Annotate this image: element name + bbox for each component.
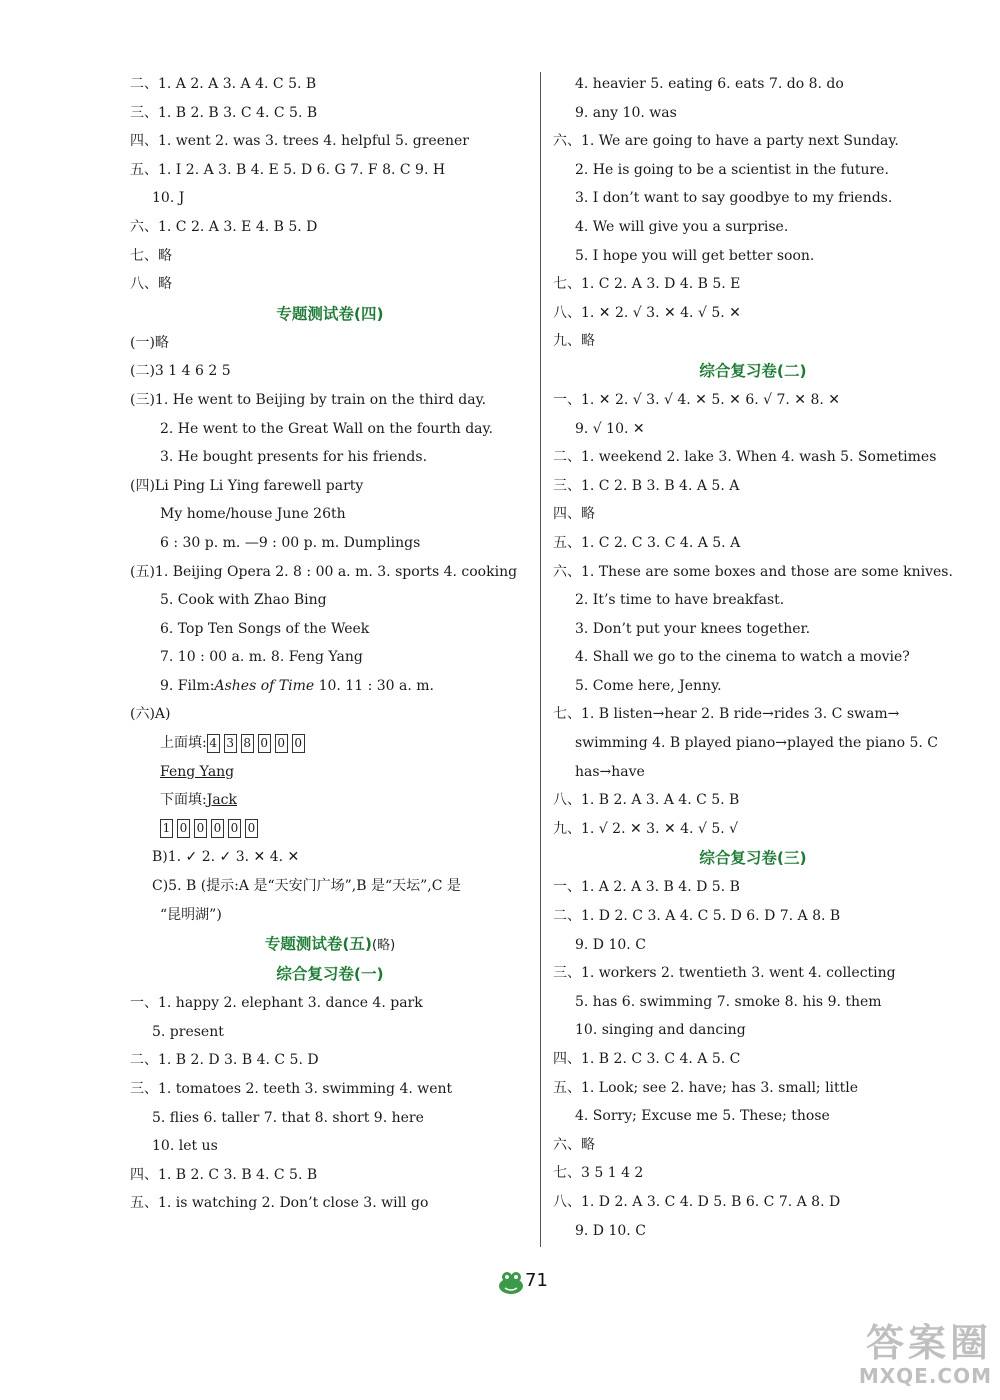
answer-line: 八、1. D 2. A 3. C 4. D 5. B 6. C 7. A 8. D: [553, 1193, 841, 1210]
answer-line: 6. Top Ten Songs of the Week: [160, 620, 370, 637]
answer-line: 10. singing and dancing: [575, 1022, 746, 1039]
answer-line: 五、1. I 2. A 3. B 4. E 5. D 6. G 7. F 8. C 9. H: [130, 161, 446, 178]
answer-line: 4. Sorry; Excuse me 5. These; those: [575, 1108, 830, 1125]
digit-box: 0: [228, 819, 241, 838]
answer-line: 七、1. C 2. A 3. D 4. B 5. E: [553, 276, 741, 293]
answer-line: My home/house June 26th: [160, 506, 346, 523]
answer-line: 一、1. A 2. A 3. B 4. D 5. B: [553, 879, 740, 896]
answer-line: has→have: [575, 763, 645, 780]
answer-line: [130, 758, 530, 787]
answer-line: 五、1. Look; see 2. have; has 3. small; little: [553, 1079, 859, 1096]
digit-boxes: [207, 729, 309, 758]
answer-line: 4. heavier 5. eating 6. eats 7. do 8. do: [575, 76, 844, 92]
answer-line: 三、1. workers 2. twentieth 3. went 4. collecting: [553, 965, 896, 982]
digit-boxes: [160, 815, 262, 844]
answer-line: 三、1. tomatoes 2. teeth 3. swimming 4. went: [130, 1081, 453, 1097]
answer-line: 四、1. B 2. C 3. B 4. C 5. B: [130, 1166, 318, 1183]
answer-line: 7. 10 : 00 a. m. 8. Feng Yang: [160, 649, 363, 666]
answer-line: 5. has 6. swimming 7. smoke 8. his 9. them: [575, 993, 882, 1010]
answer-line: 9. √ 10. ✕: [575, 420, 645, 437]
section-heading-text: 综合复习卷(二): [699, 361, 807, 380]
section-heading: [553, 356, 953, 386]
underlined-name: Feng Yang: [160, 763, 235, 780]
digit-box: 0: [211, 819, 224, 838]
page-number-footer: [495, 1262, 555, 1302]
section-heading-note: (略): [372, 938, 396, 954]
answer-line: 四、1. B 2. C 3. C 4. A 5. C: [553, 1051, 741, 1067]
answer-line: 一、1. happy 2. elephant 3. dance 4. park: [130, 995, 423, 1012]
answer-line: 三、1. B 2. B 3. C 4. C 5. B: [130, 104, 318, 121]
answer-line: 5. Come here, Jenny.: [575, 677, 722, 694]
answer-line: 八、1. ✕ 2. √ 3. ✕ 4. √ 5. ✕: [553, 304, 741, 321]
site-watermark: [807, 1322, 992, 1394]
answer-line: 九、1. √ 2. ✕ 3. ✕ 4. √ 5. √: [553, 820, 739, 837]
answer-line: 八、1. B 2. A 3. A 4. C 5. B: [553, 792, 740, 809]
column-divider: [540, 72, 541, 1247]
digit-box: 0: [245, 819, 258, 838]
digit-box: 8: [241, 734, 254, 753]
answer-line: 二、1. D 2. C 3. A 4. C 5. D 6. D 7. A 8. B: [553, 908, 841, 925]
answer-line: 3. He bought presents for his friends.: [160, 449, 428, 466]
answer-line: 四、略: [553, 506, 595, 523]
digit-box: 0: [292, 734, 305, 753]
film-title: Ashes of Time: [214, 677, 315, 694]
section-heading: [553, 843, 953, 873]
answer-line: (六)A): [130, 706, 171, 723]
answer-line: 五、1. is watching 2. Don’t close 3. will go: [130, 1195, 429, 1212]
left-column: [130, 70, 530, 1218]
answer-line: 七、3 5 1 4 2: [553, 1165, 644, 1182]
section-heading-text: 综合复习卷(一): [276, 965, 384, 984]
section-heading: [130, 959, 530, 989]
section-heading: [130, 929, 530, 959]
answer-line: [130, 815, 530, 844]
answer-line: 九、略: [553, 333, 595, 350]
digit-box: 1: [160, 819, 173, 838]
answer-line: 3. Don’t put your knees together.: [575, 620, 811, 637]
answer-line: 七、略: [130, 247, 172, 264]
digit-box: 4: [207, 734, 220, 753]
mascot-icon: [497, 1266, 525, 1296]
answer-line: 10. let us: [152, 1138, 218, 1155]
answer-line: 5. flies 6. taller 7. that 8. short 9. here: [152, 1109, 424, 1126]
digit-box: 0: [258, 734, 271, 753]
answer-line: 四、1. went 2. was 3. trees 4. helpful 5. greener: [130, 133, 469, 150]
digit-box: 0: [194, 819, 207, 838]
section-heading-text: 综合复习卷(三): [699, 849, 807, 868]
answer-line: B)1. ✓ 2. ✓ 3. ✕ 4. ✕: [152, 849, 300, 866]
answer-line: 9. D 10. C: [575, 936, 646, 953]
answer-line: 六、1. C 2. A 3. E 4. B 5. D: [130, 218, 318, 235]
answer-line: “昆明湖”): [160, 906, 222, 923]
answer-line: (二)3 1 4 6 2 5: [130, 363, 231, 380]
answer-line: 二、1. A 2. A 3. A 4. C 5. B: [130, 76, 317, 92]
answer-line: (一)略: [130, 334, 169, 351]
answer-line: 10. J: [152, 190, 185, 207]
digit-box: 0: [275, 734, 288, 753]
fill-value: Jack: [206, 792, 238, 809]
answer-line: 五、1. C 2. C 3. C 4. A 5. A: [553, 534, 741, 551]
fill-label: 下面填:: [160, 792, 207, 809]
answer-line: 八、略: [130, 276, 172, 293]
answer-line: 2. He went to the Great Wall on the fourth day.: [160, 420, 493, 437]
answer-line: 二、1. weekend 2. lake 3. When 4. wash 5. Sometimes: [553, 449, 937, 466]
answer-line: 2. He is going to be a scientist in the future.: [575, 161, 889, 178]
answer-line: [130, 672, 530, 701]
answer-line: 6 : 30 p. m. —9 : 00 p. m. Dumplings: [160, 534, 421, 551]
digit-box: 0: [177, 819, 190, 838]
answer-line: 3. I don’t want to say goodbye to my friends.: [575, 190, 893, 207]
boxes-label: 上面填:: [160, 735, 207, 752]
answer-line: 4. We will give you a surprise.: [575, 218, 789, 235]
right-column: [553, 70, 953, 1245]
section-heading-text: 专题测试卷(五): [264, 935, 372, 954]
answer-line: C)5. B (提示:A 是“天安门广场”,B 是“天坛”,C 是: [152, 878, 461, 895]
digit-box: 3: [224, 734, 237, 753]
answer-line: (五)1. Beijing Opera 2. 8 : 00 a. m. 3. sports 4. cooking: [130, 563, 518, 580]
answer-line: 5. Cook with Zhao Bing: [160, 592, 327, 609]
answer-line: 三、1. C 2. B 3. B 4. A 5. A: [553, 477, 740, 494]
watermark-logo-text: 答案圈: [865, 1321, 992, 1365]
answer-line: [130, 729, 530, 758]
page-number: 71: [525, 1270, 548, 1291]
section-heading: [130, 299, 530, 329]
answer-line: (三)1. He went to Beijing by train on the third day.: [130, 391, 487, 408]
answer-line: 9. any 10. was: [575, 104, 677, 121]
film-suffix: 10. 11 : 30 a. m.: [314, 677, 434, 694]
answer-line: 9. D 10. C: [575, 1222, 646, 1239]
answer-line: 4. Shall we go to the cinema to watch a movie?: [575, 649, 910, 666]
answer-line: 六、1. We are going to have a party next Sunday.: [553, 133, 899, 150]
answer-line: 5. present: [152, 1023, 224, 1040]
answer-line: swimming 4. B played piano→played the piano 5. C: [575, 735, 938, 752]
answer-line: 二、1. B 2. D 3. B 4. C 5. D: [130, 1052, 319, 1069]
answer-line: 六、略: [553, 1136, 595, 1153]
answer-line: (四)Li Ping Li Ying farewell party: [130, 477, 364, 494]
answer-line: 5. I hope you will get better soon.: [575, 247, 815, 264]
watermark-url: MXQE.COM: [858, 1364, 992, 1388]
film-prefix: 9. Film:: [160, 677, 215, 694]
answer-line: 2. It’s time to have breakfast.: [575, 592, 785, 609]
answer-line: 六、1. These are some boxes and those are some knives.: [553, 563, 953, 580]
section-heading-text: 专题测试卷(四): [276, 304, 384, 323]
answer-line: [130, 786, 530, 815]
answer-line: 一、1. ✕ 2. √ 3. √ 4. ✕ 5. ✕ 6. √ 7. ✕ 8. ✕: [553, 391, 841, 408]
answer-line: 七、1. B listen→hear 2. B ride→rides 3. C swam→: [553, 706, 900, 723]
